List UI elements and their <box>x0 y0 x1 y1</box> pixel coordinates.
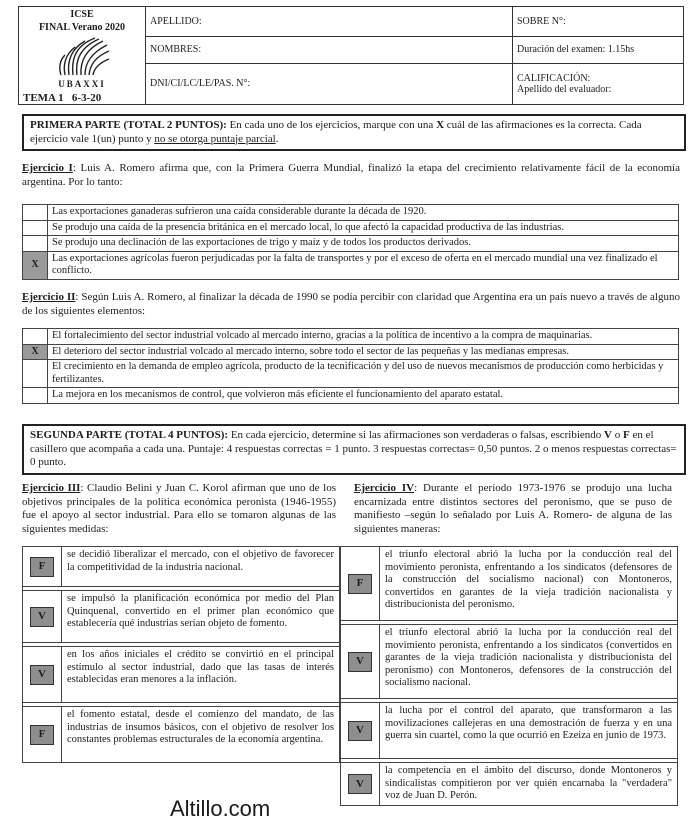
answer-box-checked[interactable]: X <box>23 251 48 279</box>
dni-field[interactable]: DNI/CI/LC/LE/PAS. N°: <box>146 63 513 104</box>
option-row[interactable] <box>23 360 679 388</box>
tf-row <box>341 763 678 806</box>
tf-row <box>23 707 340 763</box>
tf-row <box>341 625 678 699</box>
tf-text: la lucha por el control del aparato, que transformaron a las movilizaciones callejeras en una demostración de fuerza y en una guerra sin cuartel, como la que ocurrió en Ezeiza en junio de 1973. <box>380 703 678 759</box>
calificacion-label: CALIFICACIÓN: <box>517 72 591 84</box>
tf-text: la competencia en el ámbito del discurso, donde Montoneros y sindicalistas compitieron por ver quién encarnaba la "verdadera" voz de Juan D. Perón. <box>380 763 678 806</box>
tf-text: se impulsó la planificación económica por medio del Plan Quinquenal, convertido en el primer plan económico que establecería qué industrias serían objeto de fomento. <box>62 591 340 643</box>
option-text: Las exportaciones ganaderas sufrieron una caída considerable durante la década de 1920. <box>48 205 679 221</box>
part1-box <box>22 114 686 151</box>
part2-intro: En cada ejercicio, determine si las afirmaciones son verdaderas o falsas, escribiendo <box>228 429 605 441</box>
tema-label: TEMA 1 <box>23 92 64 104</box>
part1-intro-end: . <box>275 132 279 145</box>
option-row[interactable] <box>23 329 679 345</box>
tf-text: el fomento estatal, desde el comienzo del mandato, de las industrias de insumos básicos, con el objetivo de resolver los constantes problemas estructurales de la economía argentina. <box>62 707 340 763</box>
ex3-items <box>22 546 340 763</box>
part2-title: SEGUNDA PARTE (TOTAL 4 PUNTOS): <box>30 429 229 441</box>
tf-answer[interactable]: V <box>30 665 54 685</box>
option-text: La mejora en los mecanismos de control, que volvieron más eficiente el funcionamiento del aparato estatal. <box>48 388 679 404</box>
option-text: El crecimiento en la demanda de empleo agrícola, producto de la tecnificación y del uso de nuevos mecanismos de producción como herbicidas y fertilizantes. <box>48 360 679 388</box>
ex1-label: Ejercicio I <box>22 162 73 174</box>
part2-box <box>22 424 686 475</box>
calificacion-field[interactable] <box>513 63 684 104</box>
option-row[interactable] <box>23 388 679 404</box>
ex3-label: Ejercicio III <box>22 482 81 494</box>
nombres-field[interactable]: NOMBRES: <box>146 36 513 63</box>
answer-box[interactable] <box>23 220 48 236</box>
ex2-text: : Según Luis A. Romero, al finalizar la década de 1990 se podía percibir con claridad que Argentina era un país nuevo a través de alguno de los siguientes elementos: <box>22 291 680 317</box>
tf-cell[interactable] <box>341 703 380 759</box>
tf-answer[interactable]: F <box>348 574 372 594</box>
ex1-prompt <box>22 162 680 189</box>
tf-cell[interactable] <box>23 591 62 643</box>
part1-no-partial: no se otorga puntaje parcial <box>154 132 276 145</box>
tf-cell[interactable] <box>341 547 380 621</box>
ex2-options <box>22 328 679 404</box>
apellido-field[interactable]: APELLIDO: <box>146 7 513 37</box>
tema-line <box>23 92 141 104</box>
tf-row <box>23 647 340 703</box>
logo-text: UBAXXI <box>58 79 106 89</box>
ex3-prompt <box>22 482 336 536</box>
answer-box[interactable] <box>23 388 48 404</box>
answer-box[interactable] <box>23 360 48 388</box>
part1-intro-b: cuál de las afirmaciones es la correcta. Cada ejercicio vale 1(un) punto y <box>30 119 642 145</box>
tf-answer[interactable]: F <box>30 725 54 745</box>
option-row[interactable] <box>23 205 679 221</box>
tf-answer[interactable]: V <box>348 721 372 741</box>
logo-cell <box>19 7 146 105</box>
tf-row <box>23 547 340 587</box>
tf-cell[interactable] <box>23 547 62 587</box>
part2-f: F <box>623 429 630 441</box>
ex3-text: : Claudio Belini y Juan C. Korol afirman que uno de los objetivos principales de la política económica peronista (1946-1955) fue el apoyo al sector industrial. Para ello se tomaron algunas de las siguientes medidas: <box>22 482 336 535</box>
ex4-label: Ejercicio IV <box>354 482 415 494</box>
option-text: El fortalecimiento del sector industrial volcado al mercado interno, gracias a la política de incentivo a la compra de maquinarias. <box>48 329 679 345</box>
watermark: Altillo.com <box>170 796 271 821</box>
option-row[interactable] <box>23 220 679 236</box>
institution: ICSE <box>70 9 94 20</box>
ex1-options <box>22 204 679 280</box>
option-text: El deterioro del sector industrial volcado al mercado interno, sobre todo el sector de las pequeñas y las medianas empresas. <box>48 344 679 360</box>
ex4-text: : Durante el período 1973-1976 se produjo una lucha encarnizada entre distintos sectores del peronismo, que se puso de manifiesto –según lo señalado por Luis A. Romero- de alguna de las siguientes maneras: <box>354 482 672 535</box>
part1-x: X <box>436 119 445 131</box>
option-row[interactable] <box>23 251 679 279</box>
tf-answer[interactable]: F <box>30 557 54 577</box>
tf-cell[interactable] <box>341 763 380 806</box>
answer-box[interactable] <box>23 329 48 345</box>
option-text: Las exportaciones agrícolas fueron perjudicadas por la falta de transportes y por el exceso de oferta en el mercado mundial una vez finalizado el conflicto. <box>48 251 679 279</box>
tf-row <box>23 591 340 643</box>
option-text: Se produjo una declinación de las exportaciones de trigo y maíz y de todos los productos derivados. <box>48 236 679 252</box>
tf-answer[interactable]: V <box>30 607 54 627</box>
ex2-prompt <box>22 291 680 318</box>
uba-logo-icon <box>47 35 117 79</box>
tf-text: el triunfo electoral abrió la lucha por la conducción real del movimiento peronista, enfrentando a los sindicatos (defensores de la construcción del socialismo nacional) con Montoneros, convertidos en garantes de la vieja tradición nacionalista y distribucionista del peronismo. <box>380 547 678 621</box>
sobre-field[interactable]: SOBRE N°: <box>513 7 684 37</box>
tf-row <box>341 703 678 759</box>
exam-header <box>18 6 684 105</box>
tf-answer[interactable]: V <box>348 652 372 672</box>
tf-text: el triunfo electoral abrió la lucha por la conducción real del movimiento peronista, enfrentando a los sindicatos (convertidos en garantes de la vieja tradición nacionalista y distribucionista del peronismo) con Montoneros, defensores de la construcción del socialismo nacional. <box>380 625 678 699</box>
ex1-text: : Luis A. Romero afirma que, con la Primera Guerra Mundial, finalizó la etapa del crecimiento relativamente fácil de la economía argentina. Por lo tanto: <box>22 162 680 188</box>
option-row[interactable] <box>23 344 679 360</box>
part1-title: PRIMERA PARTE (TOTAL 2 PUNTOS): <box>30 119 227 131</box>
tf-text: en los años iniciales el crédito se convirtió en el principal estímulo al sector industrial, dado que las tasas de interés establecidas eran menores a la inflación. <box>62 647 340 703</box>
tf-row <box>341 547 678 621</box>
answer-box-checked[interactable]: X <box>23 344 48 360</box>
evaluador-label: Apellido del evaluador: <box>517 83 612 95</box>
option-row[interactable] <box>23 236 679 252</box>
tf-cell[interactable] <box>341 625 380 699</box>
part1-intro: En cada uno de los ejercicios, marque con una <box>226 119 437 131</box>
ex4-prompt <box>354 482 672 536</box>
answer-box[interactable] <box>23 236 48 252</box>
ex2-label: Ejercicio II <box>22 291 76 303</box>
duracion-label: Duración del examen: 1.15hs <box>513 36 684 63</box>
ex4-items <box>340 546 678 806</box>
tf-text: se decidió liberalizar el mercado, con el objetivo de favorecer la competitividad de la industria nacional. <box>62 547 340 587</box>
part2-intro-c: en el casillero que acompaña a cada una. Puntaje: 4 respuestas correctas = 1 punto. 3 respuestas correctas= 0,50 puntos. 2 o menos respuestas correctas= 0 punto. <box>30 429 677 468</box>
option-text: Se produjo una caída de la presencia británica en el mercado local, lo que afectó la capacidad productiva de las industrias. <box>48 220 679 236</box>
exam-date: 6-3-20 <box>71 92 102 104</box>
tf-answer[interactable]: V <box>348 774 372 794</box>
exam-name: FINAL Verano 2020 <box>38 22 126 33</box>
part2-intro-b: o <box>612 429 623 441</box>
answer-box[interactable] <box>23 205 48 221</box>
tf-cell[interactable] <box>23 647 62 703</box>
tf-cell[interactable] <box>23 707 62 763</box>
part2-v: V <box>604 429 612 441</box>
